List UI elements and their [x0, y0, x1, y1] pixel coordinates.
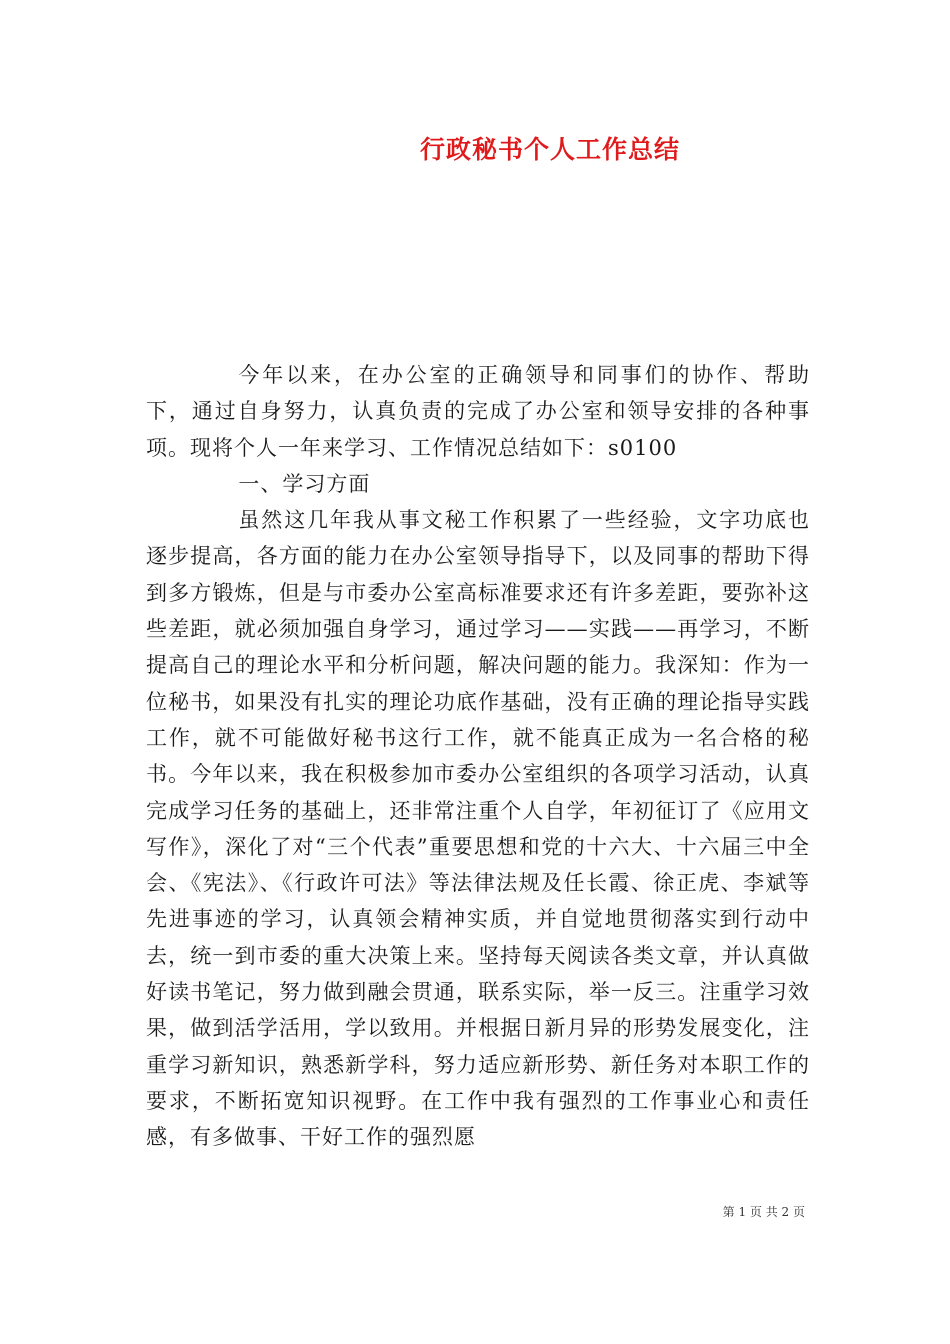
paragraph-study: 虽然这几年我从事文秘工作积累了一些经验，文字功底也逐步提高，各方面的能力在办公室领导指导下，以及同事的帮助下得到多方锻炼，但是与市委办公室高标准要求还有许多差距，要弥补这些差距，就必须加强自身学习，通过学习——实践——再学习，不断提高自己的理论水平和分析问题，解决问题的能力。我深知：作为一位秘书，如果没有扎实的理论功底作基础，没有正确的理论指导实践工作，就不可能做好秘书这行工作，就不能真正成为一名合格的秘书。今年以来，我在积极参加市委办公室组织的各项学习活动，认真完成学习任务的基础上，还非常注重个人自学，年初征订了《应用文写作》，深化了对“三个代表”重要思想和党的十六大、十六届三中全会、《宪法》、《行政许可法》等法律法规及任长霞、徐正虎、李斌等先进事迹的学习，认真领会精神实质，并自觉地贯彻落实到行动中去，统一到市委的重大决策上来。坚持每天阅读各类文章，并认真做好读书笔记，努力做到融会贯通，联系实际，举一反三。注重学习效果，做到活学活用，学以致用。并根据日新月异的形势发展变化，注重学习新知识，熟悉新学科，努力适应新形势、新任务对本职工作的要求，不断拓宽知识视野。在工作中我有强烈的工作事业心和责任感，有多做事、干好工作的强烈愿 [146, 508, 810, 1150]
document-body [146, 357, 810, 1156]
page-number-footer: 第 1 页 共 2 页 [722, 1205, 805, 1219]
section-heading-study: 一、学习方面 [238, 471, 371, 496]
paragraph-intro: 今年以来，在办公室的正确领导和同事们的协作、帮助下，通过自身努力，认真负责的完成了办公室和领导安排的各种事项。现将个人一年来学习、工作情况总结如下：s0100 [146, 363, 810, 460]
document-title: 行政秘书个人工作总结 [419, 135, 680, 164]
